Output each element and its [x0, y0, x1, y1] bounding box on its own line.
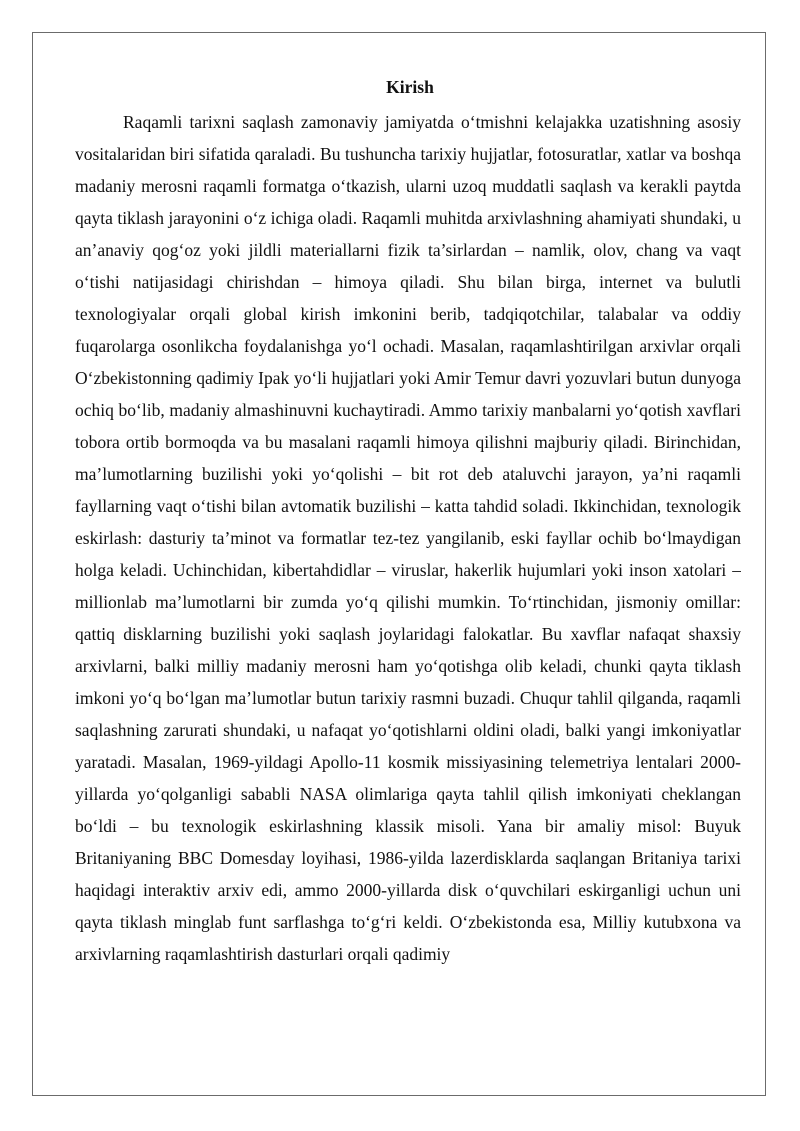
body-paragraph: Raqamli tarixni saqlash zamonaviy jamiyatda o‘tmishni kelajakka uzatishning asosiy vositalaridan biri sifatida qaraladi. Bu tushuncha tarixiy hujjatlar, fotosuratlar, xatlar va boshqa madaniy merosni raqamli formatga o‘tkazish, ularni uzoq muddatli saqlash va kerakli paytda qayta tiklash jarayonini o‘z ichiga oladi. Raqamli muhitda arxivlashning ahamiyati shundaki, u an’anaviy qog‘oz yoki jildli materiallarni fizik ta’sirlardan – namlik, olov, chang va vaqt o‘tishi natijasidagi chirishdan – himoya qiladi. Shu bilan birga, internet va bulutli texnologiyalar orqali global kirish imkonini berib, tadqiqotchilar, talabalar va oddiy fuqarolarga osonlikcha foydalanishga yo‘l ochadi. Masalan, raqamlashtirilgan arxivlar orqali O‘zbekistonning qadimiy Ipak yo‘li hujjatlari yoki Amir Temur davri yozuvlari butun dunyoga ochiq bo‘lib, madaniy almashinuvni kuchaytiradi. Ammo tarixiy manbalarni yo‘qotish xavflari tobora ortib bormoqda va bu masalani raqamli himoya qilishni majburiy qiladi. Birinchidan, ma’lumotlarning buzilishi yoki yo‘qolishi – bit rot deb ataluvchi jarayon, ya’ni raqamli fayllarning vaqt o‘tishi bilan avtomatik buzilishi – katta tahdid soladi. Ikkinchidan, texnologik eskirlash: dasturiy ta’minot va formatlar tez-tez yangilanib, eski fayllar ochib bo‘lmaydigan holga keladi. Uchinchidan, kibertahdidlar – viruslar, hakerlik hujumlari yoki inson xatolari – millionlab ma’lumotlarni bir zumda yo‘q qilishi mumkin. To‘rtinchidan, jismoniy omillar: qattiq disklarning buzilishi yoki saqlash joylaridagi falokatlar. Bu xavflar nafaqat shaxsiy arxivlarni, balki milliy madaniy merosni ham yo‘qotishga olib keladi, chunki qayta tiklash imkoni yo‘q bo‘lgan ma’lumotlar butun tarixiy rasmni buzadi. Chuqur tahlil qilganda, raqamli saqlashning zarurati shundaki, u nafaqat yo‘qotishlarni oldini oladi, balki yangi imkoniyatlar yaratadi. Masalan, 1969-yildagi Apollo-11 kosmik missiyasining telemetriya lentalari 2000-yillarda yo‘qolganligi sababli NASA olimlariga qayta tahlil qilish imkoniyati cheklangan bo‘ldi – bu texnologik eskirlashning klassik misoli. Yana bir amaliy misol: Buyuk Britaniyaning BBC Domesday loyihasi, 1986-yilda lazerdisklarda saqlangan Britaniya tarixi haqidagi interaktiv arxiv edi, ammo 2000-yillarda disk o‘quvchilari eskirganligi uchun uni qayta tiklash minglab funt sarflashga to‘g‘ri keldi. O‘zbekistonda esa, Milliy kutubxona va arxivlarning raqamlashtirish dasturlari orqali qadimiy — [75, 112, 741, 964]
document-title: Kirish — [386, 77, 434, 97]
